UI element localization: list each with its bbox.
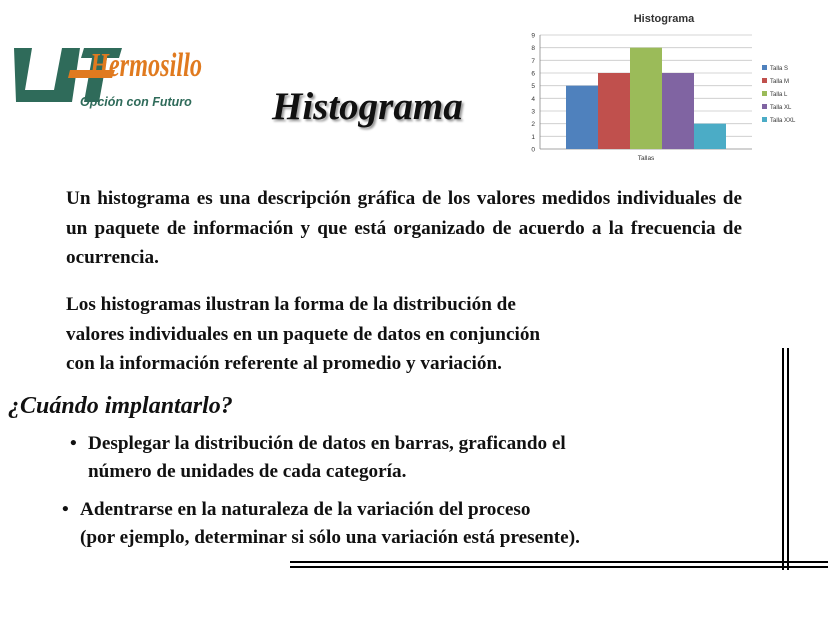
legend-label: Talla M — [770, 79, 790, 85]
y-tick-label: 5 — [531, 83, 535, 91]
x-axis-label: Tallas — [637, 155, 655, 162]
page-title: Histograma — [272, 85, 463, 128]
bullet-item — [70, 430, 566, 486]
bar-talla-xxl — [694, 124, 726, 149]
y-tick-label: 2 — [531, 121, 535, 129]
when-heading: ¿Cuándo implantarlo? — [8, 393, 233, 419]
legend-swatch — [762, 91, 767, 96]
uth-logo — [10, 34, 205, 116]
y-tick-label: 4 — [531, 95, 535, 103]
y-tick-label: 7 — [531, 57, 535, 65]
y-tick-label: 9 — [531, 32, 535, 40]
bullet-line: Desplegar la distribución de datos en barras, graficando el — [88, 433, 566, 454]
logo-brand-text: Hermosillo — [89, 47, 202, 84]
bullet-line: Adentrarse en la naturaleza de la variación del proceso — [80, 499, 531, 520]
legend-swatch — [762, 117, 767, 122]
bullet-item — [62, 496, 580, 552]
bar-talla-s — [566, 86, 598, 149]
legend-swatch — [762, 104, 767, 109]
legend-label: Talla XXL — [770, 118, 796, 124]
histogram-chart — [524, 8, 814, 166]
legend-swatch — [762, 78, 767, 83]
distribution-paragraph — [66, 290, 676, 379]
legend-label: Talla L — [770, 92, 788, 98]
y-tick-label: 6 — [531, 70, 535, 78]
bar-talla-l — [630, 48, 662, 149]
paragraph-line: valores individuales en un paquete de datos en conjunción — [66, 323, 541, 345]
frame-line-vertical — [782, 348, 784, 570]
bullet-marker: • — [70, 433, 77, 454]
paragraph-line: Los histogramas ilustran la forma de la distribución de — [66, 294, 516, 315]
intro-paragraph: Un histograma es una descripción gráfica de los valores medidos individuales de un paquete de información y que está organizado de acuerdo a la frecuencia de ocurrencia. — [66, 188, 742, 268]
y-tick-label: 0 — [531, 146, 535, 154]
bar-talla-m — [598, 73, 630, 149]
legend-label: Talla S — [770, 66, 789, 72]
legend-swatch — [762, 65, 767, 70]
y-tick-label: 8 — [531, 45, 535, 53]
y-tick-label: 3 — [531, 108, 535, 116]
legend-label: Talla XL — [770, 105, 792, 111]
chart-title: Histograma — [633, 13, 695, 25]
bullet-marker: • — [62, 499, 69, 520]
bullet-line: (por ejemplo, determinar si sólo una variación está presente). — [80, 527, 580, 548]
frame-line-horizontal — [290, 561, 828, 563]
y-tick-label: 1 — [531, 133, 535, 141]
logo-slogan: Opción con Futuro — [80, 95, 192, 109]
paragraph-line: con la información referente al promedio y variación. — [66, 353, 502, 374]
frame-line-horizontal — [290, 566, 828, 568]
bullet-line: número de unidades de cada categoría. — [88, 461, 407, 482]
frame-line-vertical — [787, 348, 789, 570]
bar-talla-xl — [662, 73, 694, 149]
